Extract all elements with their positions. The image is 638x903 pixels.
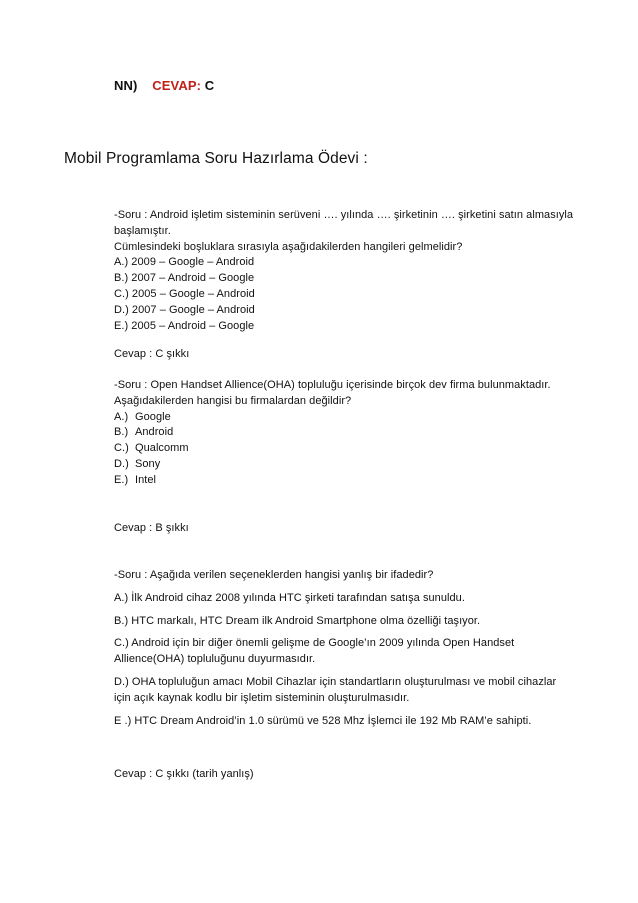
question-number: NN) [114, 78, 138, 93]
question-1 [114, 208, 573, 334]
question-2 [114, 378, 551, 489]
previous-answer-line [114, 78, 214, 93]
answer-option [114, 410, 551, 426]
answer-option: C.) Android için bir diğer önemli gelişme de Google’ın 2009 yılında Open Handset [114, 637, 515, 650]
question-1-answer: Cevap : C şıkkı [114, 348, 190, 360]
answer-option: E.) 2005 – Android – Google [114, 319, 255, 332]
option-letter: E.) [114, 473, 129, 486]
option-text: Sony [135, 457, 161, 470]
option-letter: D.) [114, 457, 129, 470]
answer-option: B.) HTC markalı, HTC Dream ilk Android Smartphone olma özelliği taşıyor. [114, 614, 481, 627]
answer-option [114, 457, 551, 473]
document-heading: Mobil Programlama Soru Hazırlama Ödevi : [64, 150, 368, 167]
answer-option: D.) OHA topluluğun amacı Mobil Cihazlar için standartların oluşturulması ve mobil cihazlar [114, 675, 557, 688]
answer-option-continued: Allience(OHA) topluluğunu duyurmasıdır. [114, 653, 316, 666]
option-text: Google [135, 410, 171, 423]
answer-label: CEVAP: [152, 78, 202, 93]
question-3 [114, 568, 556, 729]
question-text-line: Aşağıdakilerden hangisi bu firmalardan değildir? [114, 394, 352, 407]
answer-option: A.) İlk Android cihaz 2008 yılında HTC şirketi tarafından satışa sunuldu. [114, 591, 465, 604]
question-3-answer: Cevap : C şıkkı (tarih yanlış) [114, 768, 254, 780]
question-text-line: -Soru : Android işletim sisteminin serüveni …. yılında …. şirketinin …. şirketini satın almasıyla [114, 209, 574, 221]
answer-option [114, 441, 551, 457]
answer-option: E .) HTC Dream Android’in 1.0 sürümü ve 528 Mhz İşlemci ile 192 Mb RAM’e sahipti. [114, 714, 532, 727]
question-text-line: Cümlesindeki boşluklara sırasıyla aşağıdakilerden hangileri gelmelidir? [114, 240, 463, 253]
question-text-line: -Soru : Open Handset Allience(OHA) topluluğu içerisinde birçok dev firma bulunmaktadır. [114, 379, 551, 391]
option-text: Android [135, 426, 174, 439]
question-text-line: başlamıştır. [114, 224, 171, 237]
answer-option: B.) 2007 – Android – Google [114, 272, 255, 285]
option-letter: B.) [114, 426, 129, 439]
answer-option: D.) 2007 – Google – Android [114, 303, 255, 316]
option-letter: C.) [114, 442, 129, 455]
question-2-answer: Cevap : B şıkkı [114, 522, 189, 534]
answer-option-continued: için açık kaynak kodlu bir işletim sisteminin oluşturulmasıdır. [114, 691, 410, 704]
question-text-line: -Soru : Aşağıda verilen seçeneklerden hangisi yanlış bir ifadedir? [114, 569, 434, 581]
option-letter: A.) [114, 410, 129, 423]
answer-option [114, 473, 551, 489]
option-text: Intel [135, 473, 157, 486]
option-text: Qualcomm [135, 442, 189, 455]
answer-option: A.) 2009 – Google – Android [114, 256, 255, 269]
answer-option [114, 425, 551, 441]
answer-option: C.) 2005 – Google – Android [114, 287, 255, 300]
answer-value: C [204, 78, 215, 93]
